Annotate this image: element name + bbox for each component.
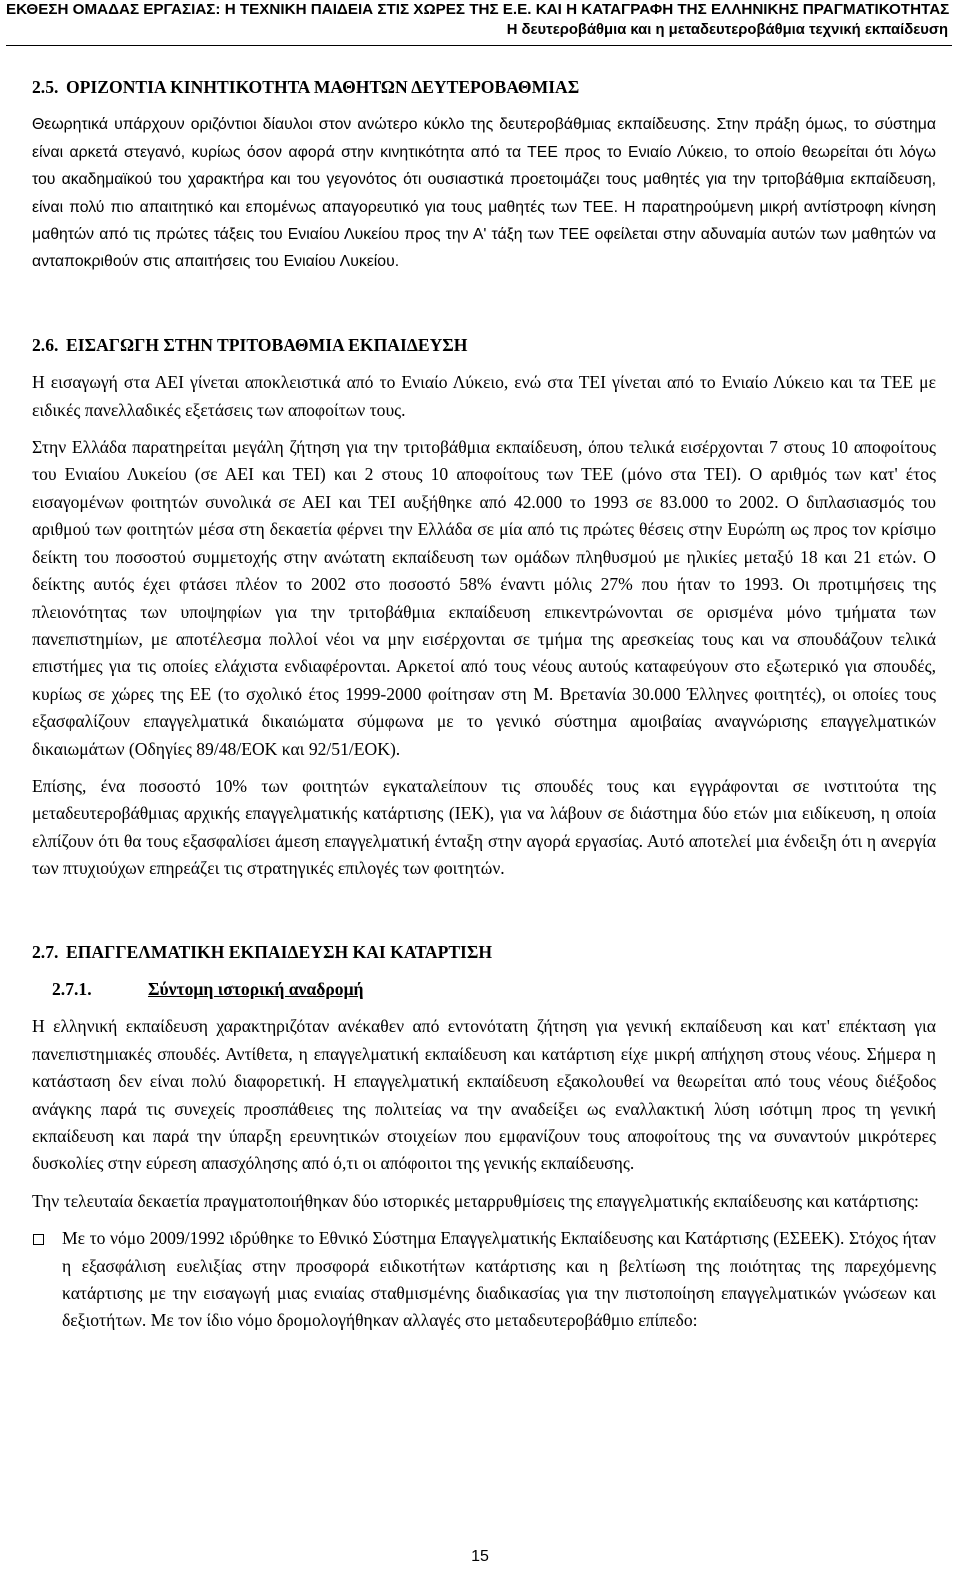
subsection-title: Σύντομη ιστορική αναδρομή xyxy=(148,978,364,999)
paragraph: Στην Ελλάδα παρατηρείται μεγάλη ζήτηση για την τριτοβάθμια εκπαίδευση, όπου τελικά εισέρχονται 7 στους 10 αποφοίτους του Ενιαίου Λυκείου (σε ΑΕΙ και ΤΕΙ) και 2 στους 10 αποφοίτους των ΤΕΕ (μόνο στα ΤΕΙ). Ο αριθμός των κατ' έτος εισαγομένων φοιτητών συνολικά σε ΑΕΙ και ΤΕΙ αυξήθηκε από 42.000 το 1993 σε 83.000 το 2002. Ο διπλασιασμός του αριθμού των φοιτητών μέσα στη δεκαετία φέρνει την Ελλάδα σε μία από τις πρώτες θέσεις στην Ευρώπη ως προς τον κρίσιμο δείκτη του ποσοστού συμμετοχής στην ανώτατη εκπαίδευση των ομάδων πληθυσμού με ηλικίες μεταξύ 18 και 21 ετών. Ο δείκτης αυτός έχει φτάσει πλέον το 2002 στο ποσοστό 58% έναντι μόλις 27% που ήταν το 1993. Οι προτιμήσεις της πλειονότητας των υποψηφίων για την τριτοβάθμια εκπαίδευση επικεντρώνονται σε ορισμένα μόνο τμήματα των πανεπιστημίων, με αποτέλεσμα πολλοί νέοι να μην εισέρχονται σε τμήμα της αρεσκείας τους και να σπουδάζουν τελικά επιστήμες για τις οποίες ελάχιστα ενδιαφέρονται. Αρκετοί από τους νέους αυτούς καταφεύγουν στο εξωτερικό για σπουδές, κυρίως σε χώρες της ΕΕ (το σχολικό έτος 1999-2000 φοίτησαν στη Μ. Βρετανία 30.000 Έλληνες φοιτητές), οι οποίες τους εξασφαλίζουν επαγγελματικά δικαιώματα σύμφωνα με το γενικό σύστημα αμοιβαίας αναγνώρισης επαγγελματικών δικαιωμάτων (Οδηγίες 89/48/ΕΟΚ και 92/51/ΕΟΚ). xyxy=(32,437,936,759)
header-report-title: ΕΚΘΕΣΗ ΟΜΑΔΑΣ ΕΡΓΑΣΙΑΣ: Η ΤΕΧΝΙΚΗ ΠΑΙΔΕΙΑ ΣΤΙΣ ΧΩΡΕΣ ΤΗΣ Ε.Ε. ΚΑΙ Η ΚΑΤΑΓΡΑΦΗ ΤΗΣ ΕΛΛΗΝΙΚΗΣ ΠΡΑΓΜΑΤΙΚΟΤΗΤΑΣ xyxy=(6,1,950,18)
running-header xyxy=(0,0,960,46)
paragraph: Η εισαγωγή στα ΑΕΙ γίνεται αποκλειστικά από το Ενιαίο Λύκειο, ενώ στα ΤΕΙ γίνεται από το Ενιαίο Λύκειο και τα ΤΕΕ με ειδικές πανελλαδικές εξετάσεις των αποφοίτων τους. xyxy=(32,372,936,420)
section-heading-2-6 xyxy=(32,332,936,359)
list-item-text: Με το νόμο 2009/1992 ιδρύθηκε το Εθνικό Σύστημα Επαγγελματικής Εκπαίδευσης και Κατάρτισης (ΕΣΕΕΚ). Στόχος ήταν η εξασφάλιση ευελιξίας στην προσφορά ειδικοτήτων κατάρτισης και η βελτίωση της ποιότητας της παρεχόμενης κατάρτισης με την εισαγωγή μιας ενιαίας σταθμισμένης διαδικασίας για την πιστοποίηση επαγγελματικών γνώσεων και δεξιοτήτων. Με τον ίδιο νόμο δρομολογήθηκαν αλλαγές στο μεταδευτεροβάθμιο επίπεδο: xyxy=(62,1228,936,1331)
section-heading-2-7 xyxy=(32,939,936,966)
paragraph: Η ελληνική εκπαίδευση χαρακτηριζόταν ανέκαθεν από εντονότατη ζήτηση για γενική εκπαίδευση και κατ' επέκταση για πανεπιστημιακές σπουδές. Αντίθετα, η επαγγελματική εκπαίδευση και κατάρτιση είχε μικρή απήχηση στους νέους. Σήμερα η κατάσταση δεν είναι πολύ διαφορετική. Η επαγγελματική εκπαίδευση εξακολουθεί να θεωρείται από τους νέους διέξοδος ανάγκης παρά τις συνεχείς προσπάθειες της πολιτείας να την αναδείξει ως εναλλακτική λύση ισότιμη προς τη γενική εκπαίδευση και παρά την ύπαρξη ερευνητικών στοιχείων που εμφανίζουν τους αποφοίτους της να συναντούν μικρότερες δυσκολίες στην εύρεση απασχόλησης από ό,τι οι απόφοιτοι της γενικής εκπαίδευσης. xyxy=(32,1016,936,1174)
section-number: 2.6. xyxy=(32,334,59,355)
section-number: 2.5. xyxy=(32,77,59,97)
paragraph: Θεωρητικά υπάρχουν οριζόντιοι δίαυλοι στον ανώτερο κύκλο της δευτεροβάθμιας εκπαίδευσης. Στην πράξη όμως, το σύστημα είναι αρκετά στεγανό, κυρίως όσον αφορά στην κινητικότητα από τα ΤΕΕ προς το Ενιαίο Λύκειο, το οποίο θεωρείται ότι λόγω του ακαδημαϊκού του χαρακτήρα και του γεγονότος ότι ουσιαστικά προετοιμάζει τους μαθητές για την τριτοβάθμια εκπαίδευση, είναι πολύ πιο απαιτητικό και επομένως απαγορευτικό για τους μαθητές των ΤΕΕ. Η παρατηρούμενη μικρή αντίστροφη κίνηση μαθητών από τις πρώτες τάξεις του Ενιαίου Λυκείου προς την Α' τάξη των ΤΕΕ οφείλεται στην αδυναμία αυτών των μαθητών να ανταποκριθούν στις απαιτήσεις του Ενιαίου Λυκείου. xyxy=(32,116,936,271)
section-title: ΕΠΑΓΓΕΛΜΑΤΙΚΗ ΕΚΠΑΙΔΕΥΣΗ ΚΑΙ ΚΑΤΑΡΤΙΣΗ xyxy=(66,941,493,962)
document-body xyxy=(32,74,936,1335)
subsection-number: 2.7.1. xyxy=(52,978,92,999)
list-item xyxy=(32,1225,936,1335)
section-heading-2-5 xyxy=(32,74,936,101)
header-chapter-title: Η δευτεροβάθμια και η μεταδευτεροβάθμια τεχνική εκπαίδευση xyxy=(506,22,948,38)
section-title: ΟΡΙΖΟΝΤΙΑ ΚΙΝΗΤΙΚΟΤΗΤΑ ΜΑΘΗΤΩΝ ΔΕΥΤΕΡΟΒΑΘΜΙΑΣ xyxy=(66,77,580,97)
checkbox-bullet-icon xyxy=(33,1234,44,1245)
paragraph: Την τελευταία δεκαετία πραγματοποιήθηκαν δύο ιστορικές μεταρρυθμίσεις της επαγγελματικής εκπαίδευσης και κατάρτισης: xyxy=(32,1190,919,1211)
page-number: 15 xyxy=(471,1548,489,1565)
section-number: 2.7. xyxy=(32,941,59,962)
paragraph: Επίσης, ένα ποσοστό 10% των φοιτητών εγκαταλείπουν τις σπουδές τους και εγγράφονται σε ινστιτούτα της μεταδευτεροβάθμιας αρχικής επαγγελματικής κατάρτισης (ΙΕΚ), για να λάβουν σε διάστημα δύο ετών μια ειδίκευση, η οποία ελπίζουν ότι θα τους εξασφαλίσει άμεση επαγγελματική ένταξη στην αγορά εργασίας. Αυτό αποτελεί μια ένδειξη ότι η ανεργία των πτυχιούχων επηρεάζει τις στρατηγικές επιλογές των φοιτητών. xyxy=(32,775,936,879)
header-divider xyxy=(6,45,952,46)
subsection-heading-2-7-1 xyxy=(52,976,936,1003)
section-title: ΕΙΣΑΓΩΓΗ ΣΤΗΝ ΤΡΙΤΟΒΑΘΜΙΑ ΕΚΠΑΙΔΕΥΣΗ xyxy=(66,334,468,355)
